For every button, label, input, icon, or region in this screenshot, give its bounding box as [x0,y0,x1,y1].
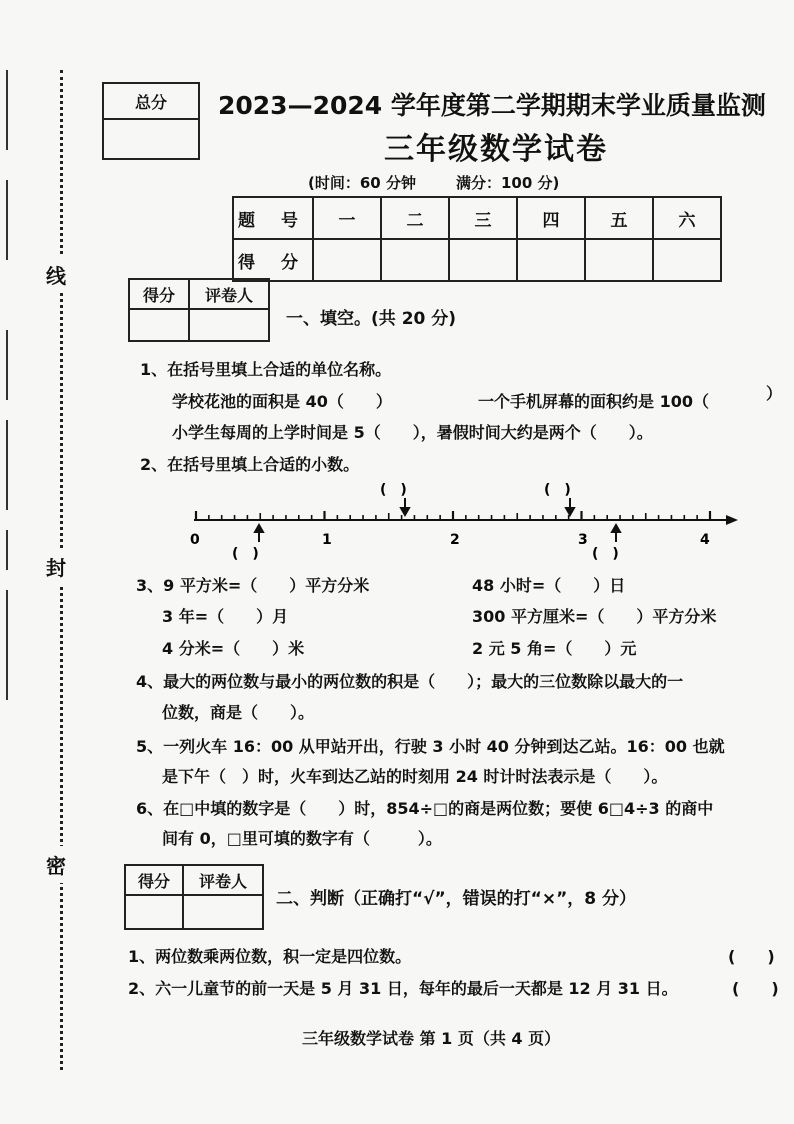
q3-f: 2 元 5 角=（ ）元 [472,639,637,658]
q1-c: 小学生每周的上学时间是 5（ ），暑假时间大约是两个（ ）。 [172,423,653,442]
score-table-row-label: 题 号 [233,197,313,239]
score-table-col: 一 [313,197,381,239]
arrow-head-below-2 [612,525,620,532]
score-table-col: 二 [381,197,449,239]
grader-name-cell[interactable] [183,895,263,929]
blank-below-2[interactable]: ( ) [592,546,619,562]
q3-b: 48 小时=（ ）日 [472,576,626,595]
grader-score-cell[interactable] [125,895,183,929]
arrow-head-above-1 [401,508,409,515]
q6-line1: 6、在□中填的数字是（ ）时，854÷□的商是两位数；要使 6□4÷3 的商中 [136,799,714,818]
margin-mark [6,420,16,510]
blank-below-1[interactable]: ( ) [232,546,259,562]
number-line-arrowhead [726,515,738,525]
number-line-ticks [196,511,710,520]
margin-mark [6,180,16,260]
seal-char-seal: 封 [46,548,66,585]
q4-line1: 4、最大的两位数与最小的两位数的积是（ ）；最大的三位数除以最大的一 [136,672,684,691]
exam-info [308,172,599,193]
q1-b-close: ） [766,384,783,403]
q1-a: 学校花池的面积是 40（ ） [172,392,392,411]
grader-score-label: 得分 [125,865,183,895]
score-cell[interactable] [585,239,653,281]
exam-subtitle: 三年级数学试卷 [384,132,608,167]
tick-label-1: 1 [322,532,332,548]
grader-name-cell[interactable] [189,309,269,341]
arrow-head-below-1 [255,525,263,532]
score-cell[interactable] [653,239,721,281]
blank-above-1[interactable]: ( ) [380,482,407,498]
q5-line2: 是下午（ ）时，火车到达乙站的时刻用 24 时计时法表示是（ ）。 [162,767,668,786]
total-score-label: 总分 [103,83,199,119]
exam-title: 2023—2024 学年度第二学期期末学业质量监测 [218,91,766,120]
section2-title: 二、判断（正确打“√”，错误的打“×”，8 分） [276,889,637,909]
judge-q1-paren[interactable]: ( ) [728,947,775,966]
binding-margin [0,0,80,1124]
score-cell[interactable] [449,239,517,281]
score-table-col: 三 [449,197,517,239]
exam-full-score: 满分：100 分) [455,174,560,192]
tick-label-4: 4 [700,532,710,548]
q3-a: 3、9 平方米=（ ）平方分米 [136,576,370,595]
q6-line2: 间有 0，□里可填的数字有（ ）。 [162,829,442,848]
seal-char-line: 线 [46,256,66,293]
exam-time: (时间：60 分钟 [308,174,416,192]
margin-mark [6,70,16,150]
grader-score-cell[interactable] [129,309,189,341]
blank-above-2[interactable]: ( ) [544,482,571,498]
tick-label-2: 2 [450,532,460,548]
q3-c: 3 年=（ ）月 [162,607,289,626]
score-table-col: 五 [585,197,653,239]
page-footer: 三年级数学试卷 第 1 页（共 4 页） [302,1029,561,1048]
q3-e: 4 分米=（ ）米 [162,639,305,658]
q1-stem: 1、在括号里填上合适的单位名称。 [140,360,392,379]
seal-char-secret: 密 [46,846,66,883]
score-cell[interactable] [381,239,449,281]
score-cell[interactable] [313,239,381,281]
grader-name-label: 评卷人 [183,865,263,895]
margin-mark [6,330,16,400]
score-cell[interactable] [517,239,585,281]
score-table [232,196,722,282]
grader-box [124,864,264,930]
q2-stem: 2、在括号里填上合适的小数。 [140,455,360,474]
margin-mark [6,530,16,570]
grader-box [128,278,270,342]
q4-line2: 位数，商是（ ）。 [162,703,315,722]
q3-d: 300 平方厘米=（ ）平方分米 [472,607,717,626]
tick-label-3: 3 [578,532,588,548]
q5-line1: 5、一列火车 16：00 从甲站开出，行驶 3 小时 40 分钟到达乙站。16：00 也就 [136,737,725,756]
total-score-cell[interactable] [103,119,199,159]
arrow-head-above-2 [566,508,574,515]
grader-score-label: 得分 [129,279,189,309]
tick-label-0: 0 [190,532,200,548]
judge-q2-paren[interactable]: ( ) [732,979,779,998]
q1-b: 一个手机屏幕的面积约是 100（ [478,392,709,411]
score-table-col: 六 [653,197,721,239]
score-table-col: 四 [517,197,585,239]
number-line [186,478,746,568]
score-table-row-label: 得 分 [233,239,313,281]
total-score-box [102,82,200,160]
margin-mark [6,590,16,700]
judge-q1: 1、两位数乘两位数，积一定是四位数。 [128,947,412,966]
grader-name-label: 评卷人 [189,279,269,309]
section1-title: 一、填空。(共 20 分) [286,309,457,329]
judge-q2: 2、六一儿童节的前一天是 5 月 31 日，每年的最后一天都是 12 月 31 日。 [128,979,678,998]
